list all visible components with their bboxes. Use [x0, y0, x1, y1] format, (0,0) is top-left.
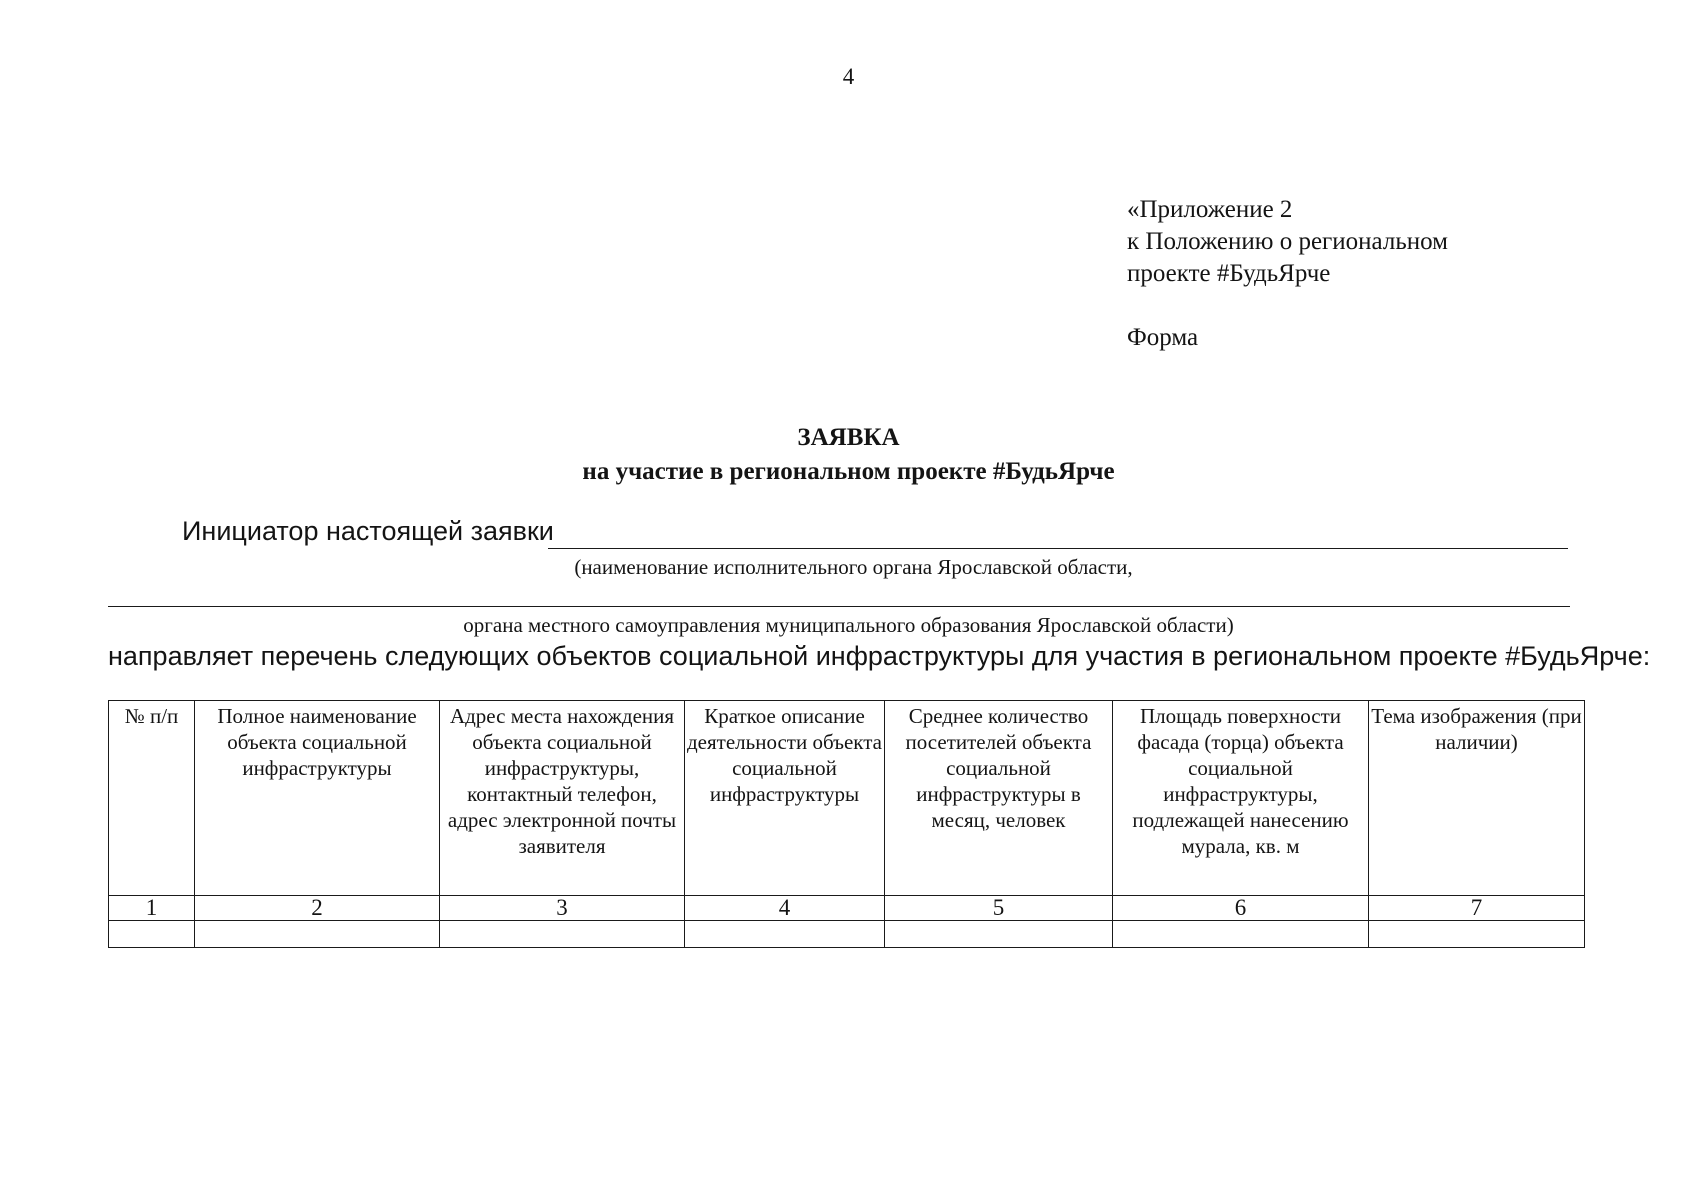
appendix-line-3: проекте #БудьЯрче — [1127, 260, 1331, 287]
empty-cell[interactable] — [195, 921, 440, 948]
header-cell-address: Адрес места нахождения объекта социальной инфраструктуры, контактный телефон, адрес электронной почты заявителя — [440, 701, 685, 896]
column-number: 5 — [885, 896, 1113, 921]
header-cell-number: № п/п — [109, 701, 195, 896]
appendix-line-2: к Положению о региональном — [1127, 228, 1448, 255]
form-label: Форма — [1127, 324, 1199, 351]
column-number: 4 — [685, 896, 885, 921]
directs-text: направляет перечень следующих объектов социальной инфраструктуры для участия в региональном проекте #БудьЯрче: — [108, 641, 1651, 671]
title-line-2: на участие в региональном проекте #БудьЯрче — [582, 458, 1115, 485]
appendix-line-1: «Приложение 2 — [1127, 196, 1293, 223]
appendix-reference — [1127, 194, 1448, 290]
initiator-blank-line-1[interactable] — [548, 548, 1568, 549]
table-header-row — [109, 701, 1585, 896]
table-row — [109, 921, 1585, 948]
header-cell-image-theme: Тема изображения (при наличии) — [1369, 701, 1585, 896]
header-cell-visitors: Среднее количество посетителей объекта социальной инфраструктуры в месяц, человек — [885, 701, 1113, 896]
objects-table — [108, 700, 1585, 948]
column-number: 2 — [195, 896, 440, 921]
initiator-blank-line-2[interactable] — [108, 606, 1570, 607]
header-cell-facade-area: Площадь поверхности фасада (торца) объекта социальной инфраструктуры, подлежащей нанесению мурала, кв. м — [1113, 701, 1369, 896]
column-number: 7 — [1369, 896, 1585, 921]
empty-cell[interactable] — [885, 921, 1113, 948]
empty-cell[interactable] — [440, 921, 685, 948]
header-cell-description: Краткое описание деятельности объекта социальной инфраструктуры — [685, 701, 885, 896]
title-line-1: ЗАЯВКА — [797, 424, 900, 451]
column-number: 6 — [1113, 896, 1369, 921]
initiator-hint-2: органа местного самоуправления муниципального образования Ярославской области) — [463, 613, 1234, 637]
empty-cell[interactable] — [1113, 921, 1369, 948]
empty-cell[interactable] — [1369, 921, 1585, 948]
empty-cell[interactable] — [685, 921, 885, 948]
table-column-numbers-row — [109, 896, 1585, 921]
empty-cell[interactable] — [109, 921, 195, 948]
page-number: 4 — [842, 64, 855, 89]
initiator-label: Инициатор настоящей заявки — [182, 516, 554, 546]
header-cell-full-name: Полное наименование объекта социальной инфраструктуры — [195, 701, 440, 896]
document-title — [0, 421, 1697, 489]
initiator-hint-1: (наименование исполнительного органа Ярославской области, — [574, 555, 1133, 579]
column-number: 1 — [109, 896, 195, 921]
column-number: 3 — [440, 896, 685, 921]
